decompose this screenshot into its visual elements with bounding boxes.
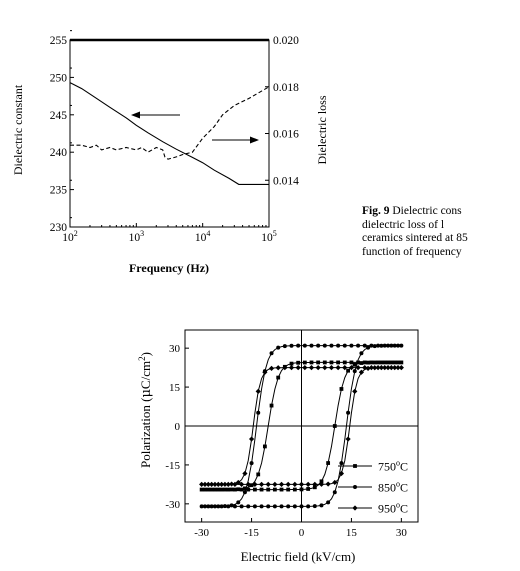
loop-marker-850 [283, 344, 287, 348]
top-y-tick-label-left: 245 [49, 109, 67, 122]
top-y-tick-label-left: 235 [49, 184, 67, 197]
y-label-unit: C/cm [138, 360, 153, 390]
bottom-legend [338, 459, 408, 516]
loop-marker-750 [383, 361, 387, 365]
loop-marker-750 [330, 361, 334, 365]
caption-line-1 [362, 205, 520, 219]
loop-marker-750 [323, 361, 327, 365]
loop-marker-950 [316, 365, 321, 370]
loop-marker-850 [266, 504, 270, 508]
loop-marker-950 [346, 436, 351, 441]
loop-marker-950 [209, 482, 214, 487]
top-y-tick-label-right: 0.014 [273, 175, 299, 188]
loop-marker-850 [293, 504, 297, 508]
loop-marker-850 [223, 504, 227, 508]
legend-marker-950 [352, 505, 357, 510]
loop-marker-850 [343, 344, 347, 348]
loop-marker-850 [356, 344, 360, 348]
loop-marker-750 [300, 488, 304, 492]
loop-marker-750 [236, 487, 240, 491]
loop-marker-750 [306, 487, 310, 491]
loop-marker-950 [216, 482, 221, 487]
loop-marker-950 [302, 365, 307, 370]
loop-marker-950 [266, 482, 271, 487]
loop-marker-750 [333, 424, 337, 428]
loop-marker-750 [366, 361, 370, 365]
bottom-y-tick-label: -30 [165, 498, 180, 511]
loop-marker-850 [349, 344, 353, 348]
bottom-x-axis-label: Electric field (kV/cm) [240, 549, 356, 564]
loop-marker-750 [286, 488, 290, 492]
loop-marker-850 [339, 461, 343, 465]
loop-marker-750 [273, 488, 277, 492]
loop-marker-950 [352, 389, 357, 394]
loop-marker-750 [223, 488, 227, 492]
loop-marker-750 [233, 488, 237, 492]
loop-marker-950 [272, 482, 277, 487]
hysteresis-chart [120, 300, 450, 571]
loop-marker-750 [210, 488, 214, 492]
caption-line-4: function of frequency [362, 245, 462, 258]
loop-marker-750 [216, 488, 220, 492]
loop-marker-850 [366, 346, 370, 350]
loop-marker-950 [296, 365, 301, 370]
top-y-tick-label-right: 0.018 [273, 81, 299, 94]
loop-marker-850 [280, 504, 284, 508]
loop-marker-850 [309, 344, 313, 348]
loop-marker-850 [316, 344, 320, 348]
loop-marker-750 [340, 387, 344, 391]
loop-marker-750 [346, 369, 350, 373]
loop-marker-750 [396, 361, 400, 365]
loop-marker-950 [322, 365, 327, 370]
loop-marker-750 [203, 488, 207, 492]
loop-marker-750 [303, 361, 307, 365]
loop-marker-850 [290, 344, 294, 348]
loop-marker-950 [299, 482, 304, 487]
loop-marker-750 [280, 488, 284, 492]
bottom-y-tick-label: -15 [165, 459, 180, 472]
loop-marker-850 [359, 351, 363, 355]
loop-marker-850 [260, 504, 264, 508]
loop-marker-950 [229, 481, 234, 486]
bottom-x-tick-label: 0 [298, 527, 305, 539]
loop-marker-850 [313, 504, 317, 508]
top-x-tick-label: $10^3$ [128, 229, 145, 244]
loop-marker-950 [309, 365, 314, 370]
bottom-y-tick-label: 15 [169, 382, 180, 395]
y-label-mu: μ [139, 389, 154, 398]
loop-marker-750 [343, 361, 347, 365]
loop-marker-850 [286, 504, 290, 508]
dielectric-constant-line [70, 83, 269, 185]
loop-marker-850 [376, 344, 380, 348]
top-y-tick-label-left: 250 [49, 72, 67, 85]
dielectric-chart [0, 0, 360, 285]
loop-marker-750 [389, 361, 393, 365]
caption-text-1: Dielectric cons [389, 205, 462, 217]
loop-marker-750 [240, 488, 244, 492]
loop-marker-750 [213, 488, 217, 492]
loop-marker-750 [376, 361, 380, 365]
loop-marker-850 [333, 490, 337, 494]
top-y-tick-label-left: 240 [49, 147, 67, 160]
loop-marker-850 [296, 344, 300, 348]
loop-marker-750 [316, 361, 320, 365]
loop-marker-850 [300, 504, 304, 508]
loop-marker-950 [269, 366, 274, 371]
bottom-x-tick-label: 15 [345, 527, 357, 539]
loop-marker-950 [329, 365, 334, 370]
legend-marker-850 [353, 485, 357, 489]
loop-marker-750 [326, 461, 330, 465]
top-y-axis-label-left: Dielectric constant [11, 84, 25, 176]
dielectric-loss-line [70, 87, 269, 159]
loop-marker-750 [260, 488, 264, 492]
caption-line-3: ceramics sintered at 85 [362, 232, 468, 244]
loop-marker-850 [319, 503, 323, 507]
arrow-left-icon [131, 112, 180, 119]
loop-marker-950 [242, 471, 247, 476]
loop-marker-850 [250, 461, 254, 465]
loop-marker-850 [270, 351, 274, 355]
loop-marker-850 [306, 504, 310, 508]
loop-marker-850 [346, 411, 350, 415]
loop-marker-950 [306, 482, 311, 487]
caption-line-2: dielectric loss of l [362, 218, 445, 231]
loop-marker-850 [336, 344, 340, 348]
loop-marker-750 [360, 361, 364, 365]
loop-marker-850 [276, 346, 280, 350]
loop-marker-750 [399, 361, 403, 365]
loop-marker-850 [273, 504, 277, 508]
loop-marker-750 [256, 473, 260, 477]
loop-marker-750 [350, 361, 354, 365]
loop-marker-850 [216, 504, 220, 508]
legend-label-750: 750$^o$C [378, 458, 409, 474]
top-y-tick-label-right: 0.016 [273, 128, 299, 141]
loop-marker-850 [256, 411, 260, 415]
top-x-tick-label: $10^2$ [62, 229, 78, 244]
loop-marker-750 [393, 361, 397, 365]
loop-marker-950 [389, 365, 394, 370]
loop-marker-950 [292, 482, 297, 487]
loop-marker-950 [289, 365, 294, 370]
loop-marker-750 [270, 404, 274, 408]
bottom-y-axis-label [137, 352, 154, 468]
loop-marker-850 [240, 504, 244, 508]
loop-marker-850 [253, 504, 257, 508]
loop-marker-950 [259, 482, 264, 487]
loop-marker-950 [326, 481, 331, 486]
loop-marker-850 [303, 344, 307, 348]
loop-marker-750 [200, 488, 204, 492]
loop-marker-850 [236, 500, 240, 504]
loop-marker-850 [323, 344, 327, 348]
loop-marker-850 [210, 504, 214, 508]
loop-marker-750 [253, 488, 257, 492]
loop-marker-950 [286, 482, 291, 487]
caption-label: Fig. 9 [362, 205, 390, 217]
top-y-tick-label-left: 230 [49, 222, 67, 234]
loop-marker-950 [202, 482, 207, 487]
y-label-close: ) [138, 352, 153, 357]
legend-label-850: 850$^o$C [378, 479, 409, 495]
top-x-tick-label: $10^4$ [194, 229, 211, 244]
top-y-tick-label-left: 255 [49, 35, 67, 47]
loop-marker-750 [293, 488, 297, 492]
bottom-x-tick-label: 30 [395, 527, 407, 539]
loop-marker-950 [222, 482, 227, 487]
loop-marker-850 [389, 344, 393, 348]
loop-marker-850 [326, 500, 330, 504]
bottom-y-tick-label: 0 [174, 421, 180, 433]
loop-marker-850 [230, 503, 234, 507]
loop-marker-750 [310, 361, 314, 365]
loop-marker-850 [396, 344, 400, 348]
loop-marker-850 [329, 344, 333, 348]
loop-marker-750 [226, 488, 230, 492]
legend-label-950: 950$^o$C [378, 500, 409, 516]
loop-marker-750 [296, 361, 300, 365]
loop-marker-850 [243, 490, 247, 494]
loop-marker-950 [395, 365, 400, 370]
y-label-sup: 2 [137, 356, 147, 361]
loop-marker-750 [386, 361, 390, 365]
bottom-x-tick-label: -30 [194, 527, 209, 539]
loop-marker-950 [382, 365, 387, 370]
loop-marker-750 [220, 488, 224, 492]
loop-marker-850 [353, 369, 357, 373]
top-y-axis-label-right: Dielectric loss [315, 95, 329, 165]
loop-marker-750 [363, 361, 367, 365]
loop-marker-950 [276, 365, 281, 370]
top-x-tick-label: $10^5$ [261, 229, 277, 244]
loop-marker-850 [363, 344, 367, 348]
loop-marker-750 [263, 445, 267, 449]
top-plot-frame [70, 40, 269, 227]
bottom-x-tick-label: -15 [244, 527, 259, 539]
loop-marker-850 [383, 344, 387, 348]
loop-marker-750 [266, 488, 270, 492]
loop-marker-750 [246, 488, 250, 492]
loop-marker-750 [373, 361, 377, 365]
loop-marker-950 [336, 365, 341, 370]
loop-marker-850 [203, 504, 207, 508]
figure-caption [362, 205, 520, 259]
loop-marker-750 [230, 488, 234, 492]
arrow-right-icon [212, 137, 259, 144]
loop-marker-950 [279, 482, 284, 487]
top-x-axis-label: Frequency (Hz) [128, 261, 210, 275]
loop-marker-750 [379, 361, 383, 365]
loop-marker-750 [336, 361, 340, 365]
loop-marker-850 [373, 344, 377, 348]
loop-marker-950 [375, 365, 380, 370]
loop-marker-750 [206, 488, 210, 492]
loop-marker-750 [276, 376, 280, 380]
loop-marker-850 [369, 344, 373, 348]
loop-marker-950 [249, 436, 254, 441]
bottom-y-tick-label: 30 [169, 343, 180, 356]
legend-marker-750 [353, 464, 357, 468]
loop-marker-750 [290, 362, 294, 366]
loop-marker-750 [370, 361, 374, 365]
loop-marker-950 [256, 389, 261, 394]
y-label-main: Polarization ( [138, 397, 153, 468]
top-y-tick-label-right: 0.020 [273, 35, 299, 47]
loop-marker-850 [246, 504, 250, 508]
